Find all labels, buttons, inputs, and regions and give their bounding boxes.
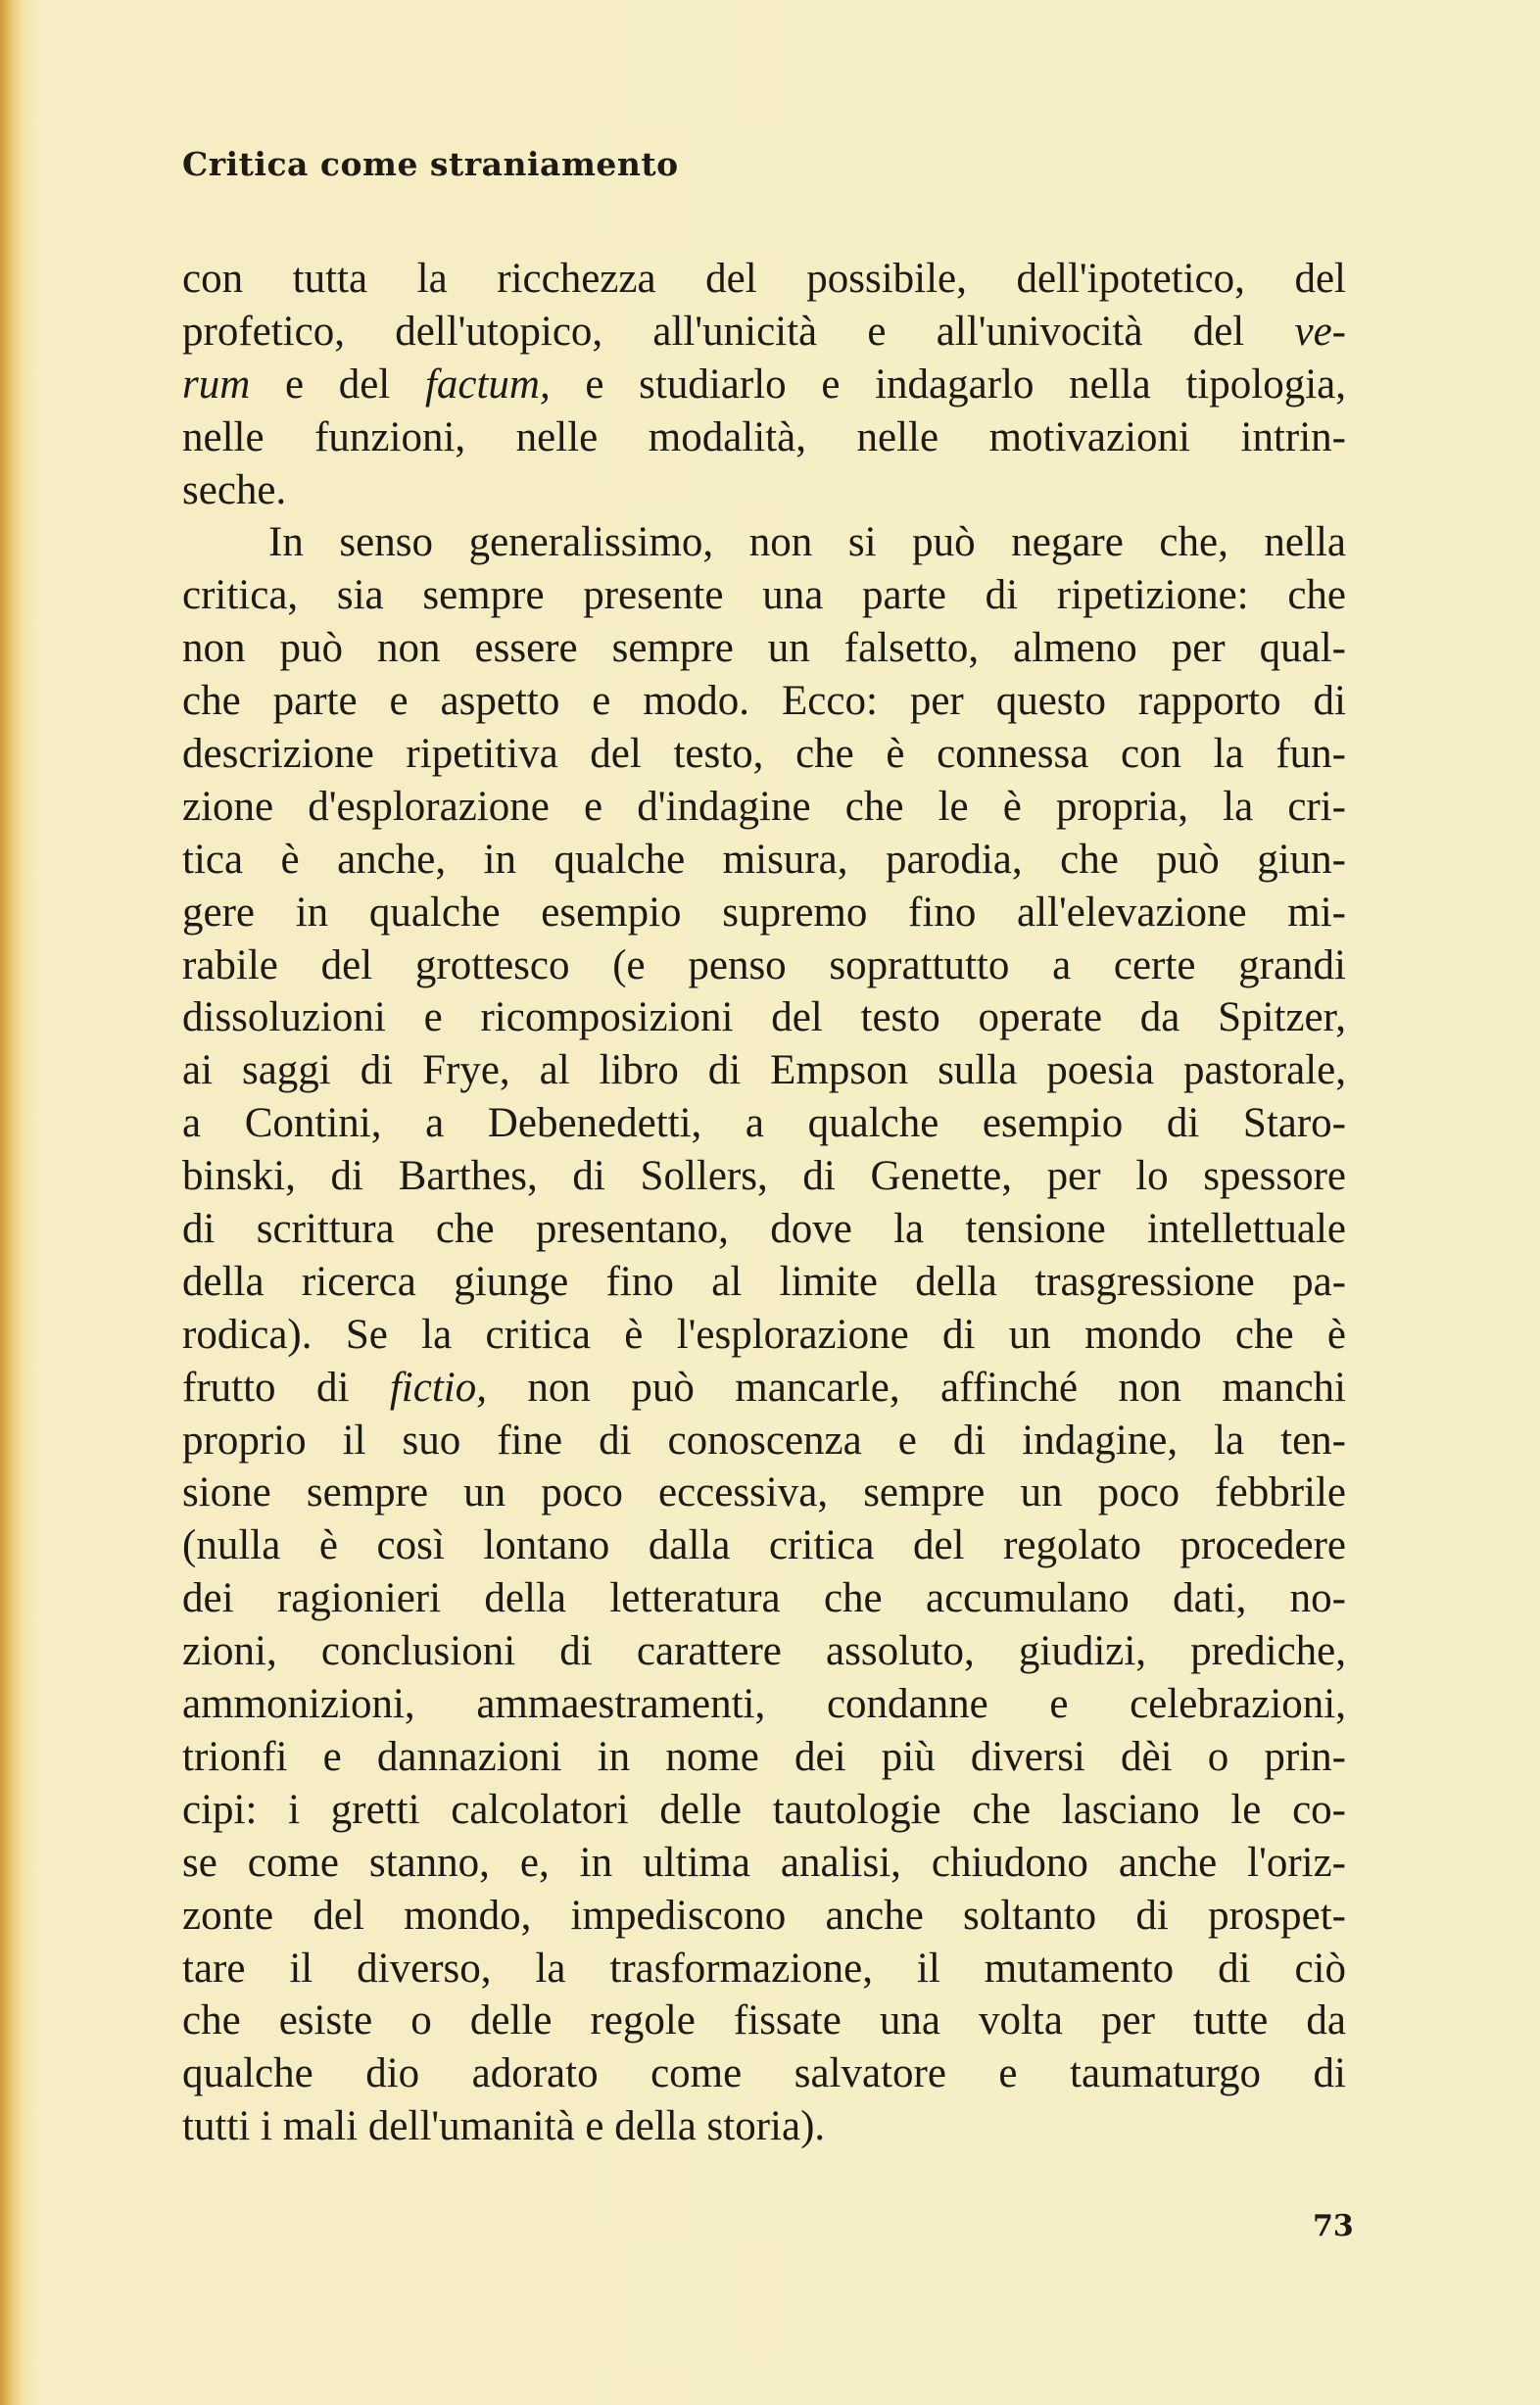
text-line xyxy=(182,1678,1346,1731)
text-segment: proprio il suo fine di conoscenza e di indagine, la ten- xyxy=(182,1417,1346,1464)
text-segment: seche. xyxy=(182,466,287,513)
italic-segment: fictio, xyxy=(389,1364,487,1411)
text-segment: che esiste o delle regole fissate una volta per tutte da xyxy=(182,1997,1346,2044)
text-line xyxy=(182,728,1346,781)
text-segment: zione d'esplorazione e d'indagine che le è propria, la cri- xyxy=(182,783,1346,830)
text-line xyxy=(182,516,1346,569)
text-segment: sione sempre un poco eccessiva, sempre un poco febbrile xyxy=(182,1469,1346,1516)
text-line xyxy=(182,1415,1346,1467)
text-line xyxy=(182,1097,1346,1150)
text-line xyxy=(182,1572,1346,1625)
text-line xyxy=(182,1943,1346,1996)
text-segment: tare il diverso, la trasformazione, il mutamento di ciò xyxy=(182,1945,1346,1992)
text-line xyxy=(182,359,1346,411)
text-line xyxy=(182,1784,1346,1837)
text-line xyxy=(182,569,1346,622)
text-segment: tutti i mali dell'umanità e della storia). xyxy=(182,2103,826,2150)
text-line xyxy=(182,781,1346,834)
text-line xyxy=(182,991,1346,1044)
text-line xyxy=(182,253,1346,306)
text-line xyxy=(182,675,1346,728)
text-segment: tica è anche, in qualche misura, parodia, che può giun- xyxy=(182,836,1346,883)
text-line xyxy=(182,1309,1346,1362)
text-segment: dei ragionieri della letteratura che accumulano dati, no- xyxy=(182,1575,1346,1622)
text-line xyxy=(182,1467,1346,1519)
italic-segment: factum, xyxy=(424,361,551,408)
text-line xyxy=(182,939,1346,992)
text-line xyxy=(182,622,1346,675)
text-line xyxy=(182,1203,1346,1256)
text-segment: critica, sia sempre presente una parte di ripetizione: che xyxy=(182,572,1346,619)
text-segment: zioni, conclusioni di carattere assoluto, giudizi, prediche, xyxy=(182,1628,1346,1675)
text-line xyxy=(182,1256,1346,1309)
text-segment: descrizione ripetitiva del testo, che è connessa con la fun- xyxy=(182,731,1346,778)
text-line xyxy=(182,1519,1346,1572)
text-line xyxy=(182,1837,1346,1890)
text-line xyxy=(182,1625,1346,1678)
body-text xyxy=(182,253,1346,2153)
text-segment: zonte del mondo, impediscono anche soltanto di prospet- xyxy=(182,1892,1346,1939)
text-line xyxy=(182,2047,1346,2100)
text-segment: dissoluzioni e ricomposizioni del testo operate da Spitzer, xyxy=(182,994,1346,1041)
text-segment: non può non essere sempre un falsetto, almeno per qual- xyxy=(182,625,1346,672)
text-segment: gere in qualche esempio supremo fino all'elevazione mi- xyxy=(182,889,1346,936)
text-segment: con tutta la ricchezza del possibile, dell'ipotetico, del xyxy=(182,256,1346,302)
text-line xyxy=(182,834,1346,887)
text-line xyxy=(182,2100,1346,2153)
text-segment: cipi: i gretti calcolatori delle tautologie che lasciano le co- xyxy=(182,1786,1346,1833)
text-line xyxy=(182,411,1346,464)
text-line xyxy=(182,306,1346,359)
italic-segment: ve- xyxy=(1294,308,1346,355)
text-segment: se come stanno, e, in ultima analisi, chiudono anche l'oriz- xyxy=(182,1839,1346,1886)
text-segment: ammonizioni, ammaestramenti, condanne e celebrazioni, xyxy=(182,1681,1346,1728)
text-line xyxy=(182,1044,1346,1097)
text-segment: e del xyxy=(250,361,425,408)
text-line xyxy=(182,1150,1346,1203)
page-number: 73 xyxy=(1313,2209,1354,2243)
text-segment: profetico, dell'utopico, all'unicità e all'univocità del xyxy=(182,308,1295,355)
text-segment: della ricerca giunge fino al limite della trasgressione pa- xyxy=(182,1258,1346,1305)
text-segment: binski, di Barthes, di Sollers, di Genette, per lo spessore xyxy=(182,1153,1346,1200)
text-segment: trionfi e dannazioni in nome dei più diversi dèi o prin- xyxy=(182,1733,1346,1780)
text-segment: (nulla è così lontano dalla critica del regolato procedere xyxy=(182,1522,1346,1569)
text-segment: qualche dio adorato come salvatore e taumaturgo di xyxy=(182,2050,1346,2097)
text-line xyxy=(182,1362,1346,1415)
text-segment: ai saggi di Frye, al libro di Empson sulla poesia pastorale, xyxy=(182,1047,1346,1094)
text-segment: rabile del grottesco (e penso soprattutto a certe grandi xyxy=(182,941,1346,988)
text-line xyxy=(182,464,1346,517)
text-line xyxy=(182,1995,1346,2047)
text-segment: In senso generalissimo, non si può negare che, nella xyxy=(268,519,1346,566)
text-segment: rodica). Se la critica è l'esplorazione di un mondo che è xyxy=(182,1311,1346,1358)
text-line xyxy=(182,1890,1346,1943)
running-head: Critica come straniamento xyxy=(182,145,679,183)
text-segment: a Contini, a Debenedetti, a qualche esempio di Staro- xyxy=(182,1100,1346,1147)
text-segment: e studiarlo e indagarlo nella tipologia, xyxy=(550,361,1346,408)
italic-segment: rum xyxy=(182,361,251,408)
text-line xyxy=(182,887,1346,939)
text-segment: nelle funzioni, nelle modalità, nelle motivazioni intrin- xyxy=(182,413,1346,460)
text-segment: frutto di xyxy=(182,1364,390,1411)
text-line xyxy=(182,1731,1346,1784)
text-segment: non può mancarle, affinché non manchi xyxy=(486,1364,1346,1411)
text-segment: di scrittura che presentano, dove la tensione intellettuale xyxy=(182,1206,1346,1253)
text-segment: che parte e aspetto e modo. Ecco: per questo rapporto di xyxy=(182,678,1346,725)
